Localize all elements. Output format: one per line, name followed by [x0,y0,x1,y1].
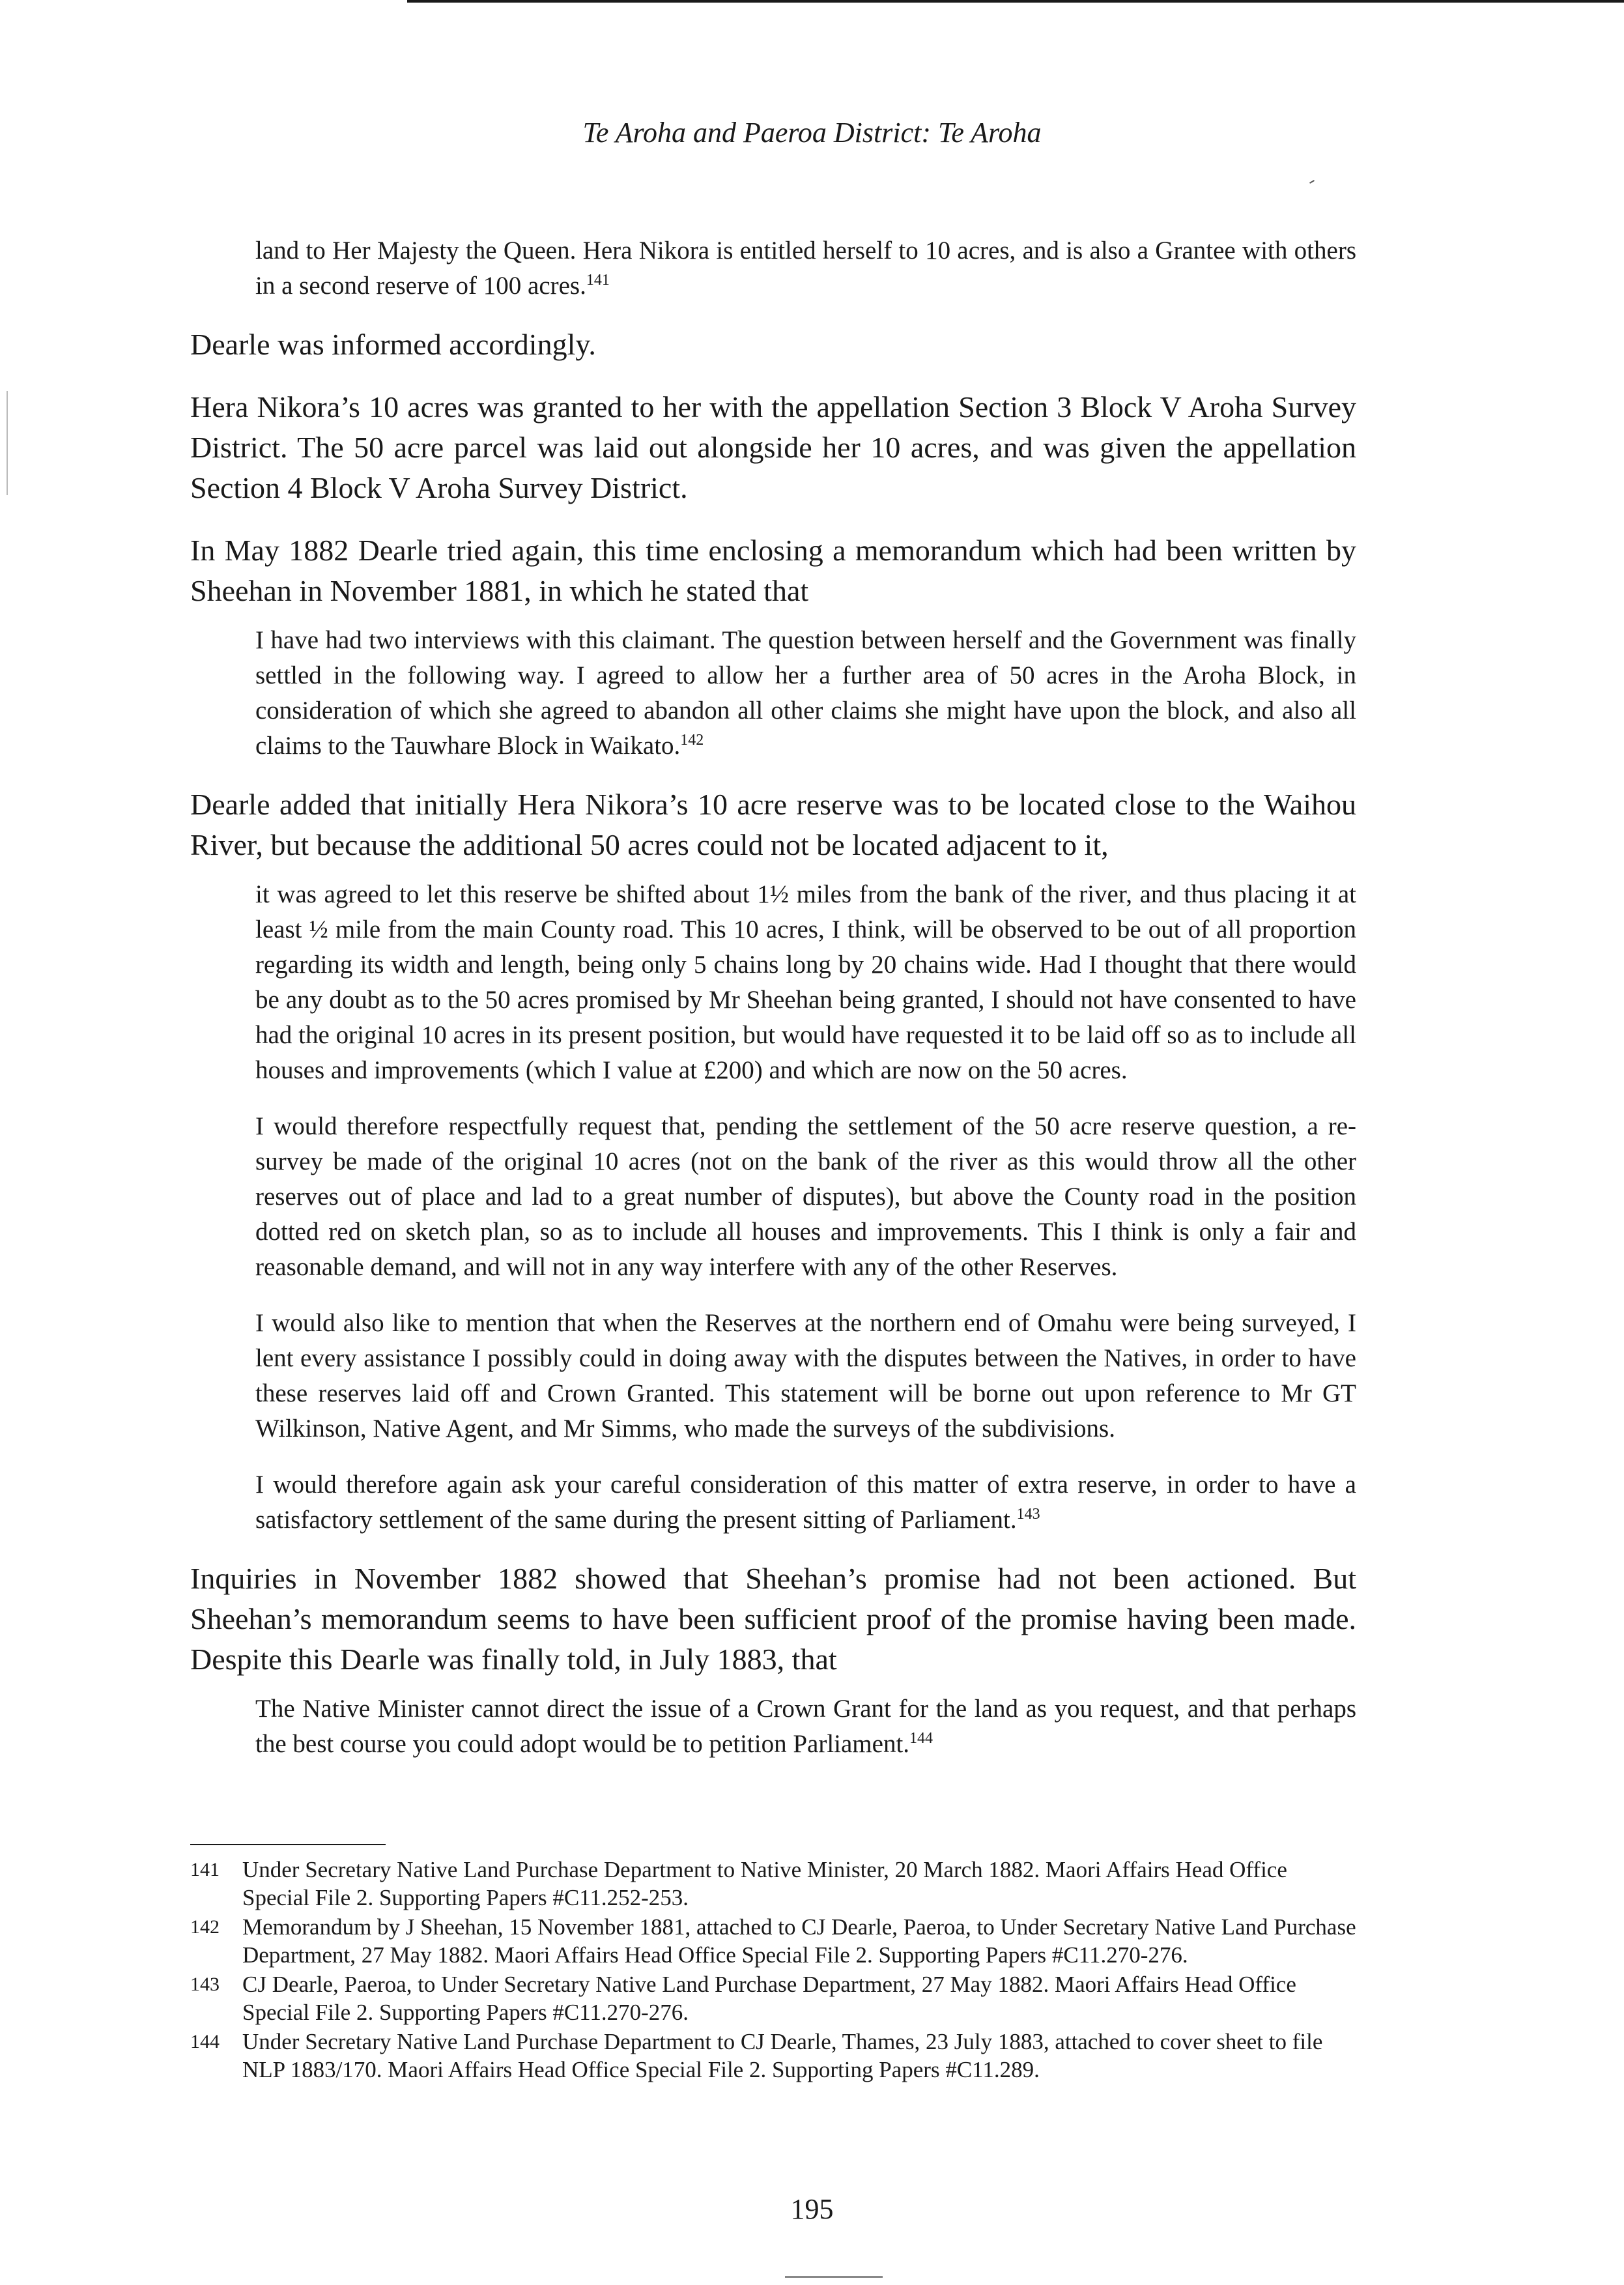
paragraph-text: I would therefore respectfully request that, pending the settlement of the 50 acre reserve question, a re-survey be made of the original 10 acres (not on the bank of the river as this would throw all the other reserves out of place and lad to a great number of disputes), but above the County road in the position dotted red on sketch plan, so as to include all houses and improvements. This I think is only a fair and reasonable demand, and will not in any way interfere with any of the other Reserves. [255,1112,1356,1281]
footnote-number: 144 [190,2031,220,2052]
paragraph-text: In May 1882 Dearle tried again, this time enclosing a memorandum which had been written by Sheehan in November 1881, in which he stated that [190,534,1356,607]
paragraph-text: I have had two interviews with this claimant. The question between herself and the Government was finally settled in the following way. I agreed to allow her a further area of 50 acres in the Aroha Block, in consideration of which she agreed to abandon all other claims she might have upon the block, and also all claims to the Tauwhare Block in Waikato. [255,626,1356,760]
block-quote [190,1467,1356,1538]
running-head: Te Aroha and Paeroa District: Te Aroha [582,117,1042,149]
paragraph-text: I would also like to mention that when the Reserves at the northern end of Omahu were being surveyed, I lent every assistance I possibly could in doing away with the disputes between the Natives, in order to have these reserves laid off and Crown Granted. This statement will be borne out upon reference to Mr GT Wilkinson, Native Agent, and Mr Simms, who made the surveys of the subdivisions. [255,1309,1356,1443]
paragraph-text: The Native Minister cannot direct the issue of a Crown Grant for the land as you request, and that perhaps the best course you could adopt would be to petition Parliament. [255,1695,1356,1758]
footnote-text: Under Secretary Native Land Purchase Department to CJ Dearle, Thames, 23 July 1883, attached to cover sheet to file NLP 1883/170. Maori Affairs Head Office Special File 2. Supporting Papers #C11.289. [242,2029,1323,2082]
top-rule [407,0,1624,3]
paragraph [190,1559,1356,1680]
footnotes [190,1856,1356,2085]
paragraph [190,784,1356,865]
paragraph [190,387,1356,508]
block-quote [190,233,1356,304]
paragraph-text: it was agreed to let this reserve be shifted about 1½ miles from the bank of the river, and thus placing it at least ½ mile from the main County road. This 10 acres, I think, will be observed to be out of all proportion regarding its width and length, being only 5 chains long by 20 chains wide. Had I thought that there would be any doubt as to the 50 acres promised by Mr Sheehan being granted, I should not have consented to have had the original 10 acres in its present position, but would have requested it to be laid off so as to include all houses and improvements (which I value at £200) and which are now on the 50 acres. [255,880,1356,1084]
footnote-ref[interactable]: 142 [680,732,704,749]
footnote-number: 142 [190,1916,220,1938]
block-quote [190,877,1356,1088]
body-text [190,233,1356,1783]
margin-line [7,391,8,495]
footnote [190,1970,1356,2026]
footnote-ref[interactable]: 144 [909,1730,933,1747]
footnote-rule [190,1844,386,1845]
footnote-number: 143 [190,1974,220,1995]
paragraph-text: Inquiries in November 1882 showed that Sheehan’s promise had not been actioned. But Sheehan’s memorandum seems to have been sufficient proof of the promise having been made. Despite this Dearle was finally told, in July 1883, that [190,1562,1356,1676]
footnote-number: 141 [190,1859,220,1880]
footnote-ref[interactable]: 141 [586,272,610,289]
block-quote [190,1306,1356,1446]
block-quote [190,623,1356,764]
footnote [190,1913,1356,1969]
footnote-ref[interactable]: 143 [1016,1506,1040,1523]
paragraph-text: I would therefore again ask your careful consideration of this matter of extra reserve, in order to have a satisfactory settlement of the same during the present sitting of Parliament. [255,1471,1356,1534]
stray-mark [1309,180,1315,184]
footnote-text: CJ Dearle, Paeroa, to Under Secretary Native Land Purchase Department, 27 May 1882. Maori Affairs Head Office Special File 2. Supporting Papers #C11.270-276. [242,1972,1296,2025]
footnote [190,2028,1356,2084]
paragraph-text: Dearle was informed accordingly. [190,328,596,361]
footnote-text: Memorandum by J Sheehan, 15 November 1881, attached to CJ Dearle, Paeroa, to Under Secretary Native Land Purchase Department, 27 May 1882. Maori Affairs Head Office Special File 2. Supporting Papers #C11.270-276. [242,1914,1356,1968]
block-quote [190,1109,1356,1285]
paragraph [190,530,1356,611]
paragraph-text: Hera Nikora’s 10 acres was granted to her with the appellation Section 3 Block V Aroha Survey District. The 50 acre parcel was laid out alongside her 10 acres, and was given the appellation Section 4 Block V Aroha Survey District. [190,390,1356,504]
paragraph [190,324,1356,365]
bottom-mark [785,2276,883,2278]
paragraph-text: Dearle added that initially Hera Nikora’s 10 acre reserve was to be located close to the Waihou River, but because the additional 50 acres could not be located adjacent to it, [190,788,1356,861]
footnote-text: Under Secretary Native Land Purchase Department to Native Minister, 20 March 1882. Maori Affairs Head Office Special File 2. Supporting Papers #C11.252-253. [242,1857,1287,1910]
page-number: 195 [790,2193,834,2225]
paragraph-text: land to Her Majesty the Queen. Hera Nikora is entitled herself to 10 acres, and is also a Grantee with others in a second reserve of 100 acres. [255,237,1356,300]
footnote [190,1856,1356,1912]
block-quote [190,1691,1356,1762]
